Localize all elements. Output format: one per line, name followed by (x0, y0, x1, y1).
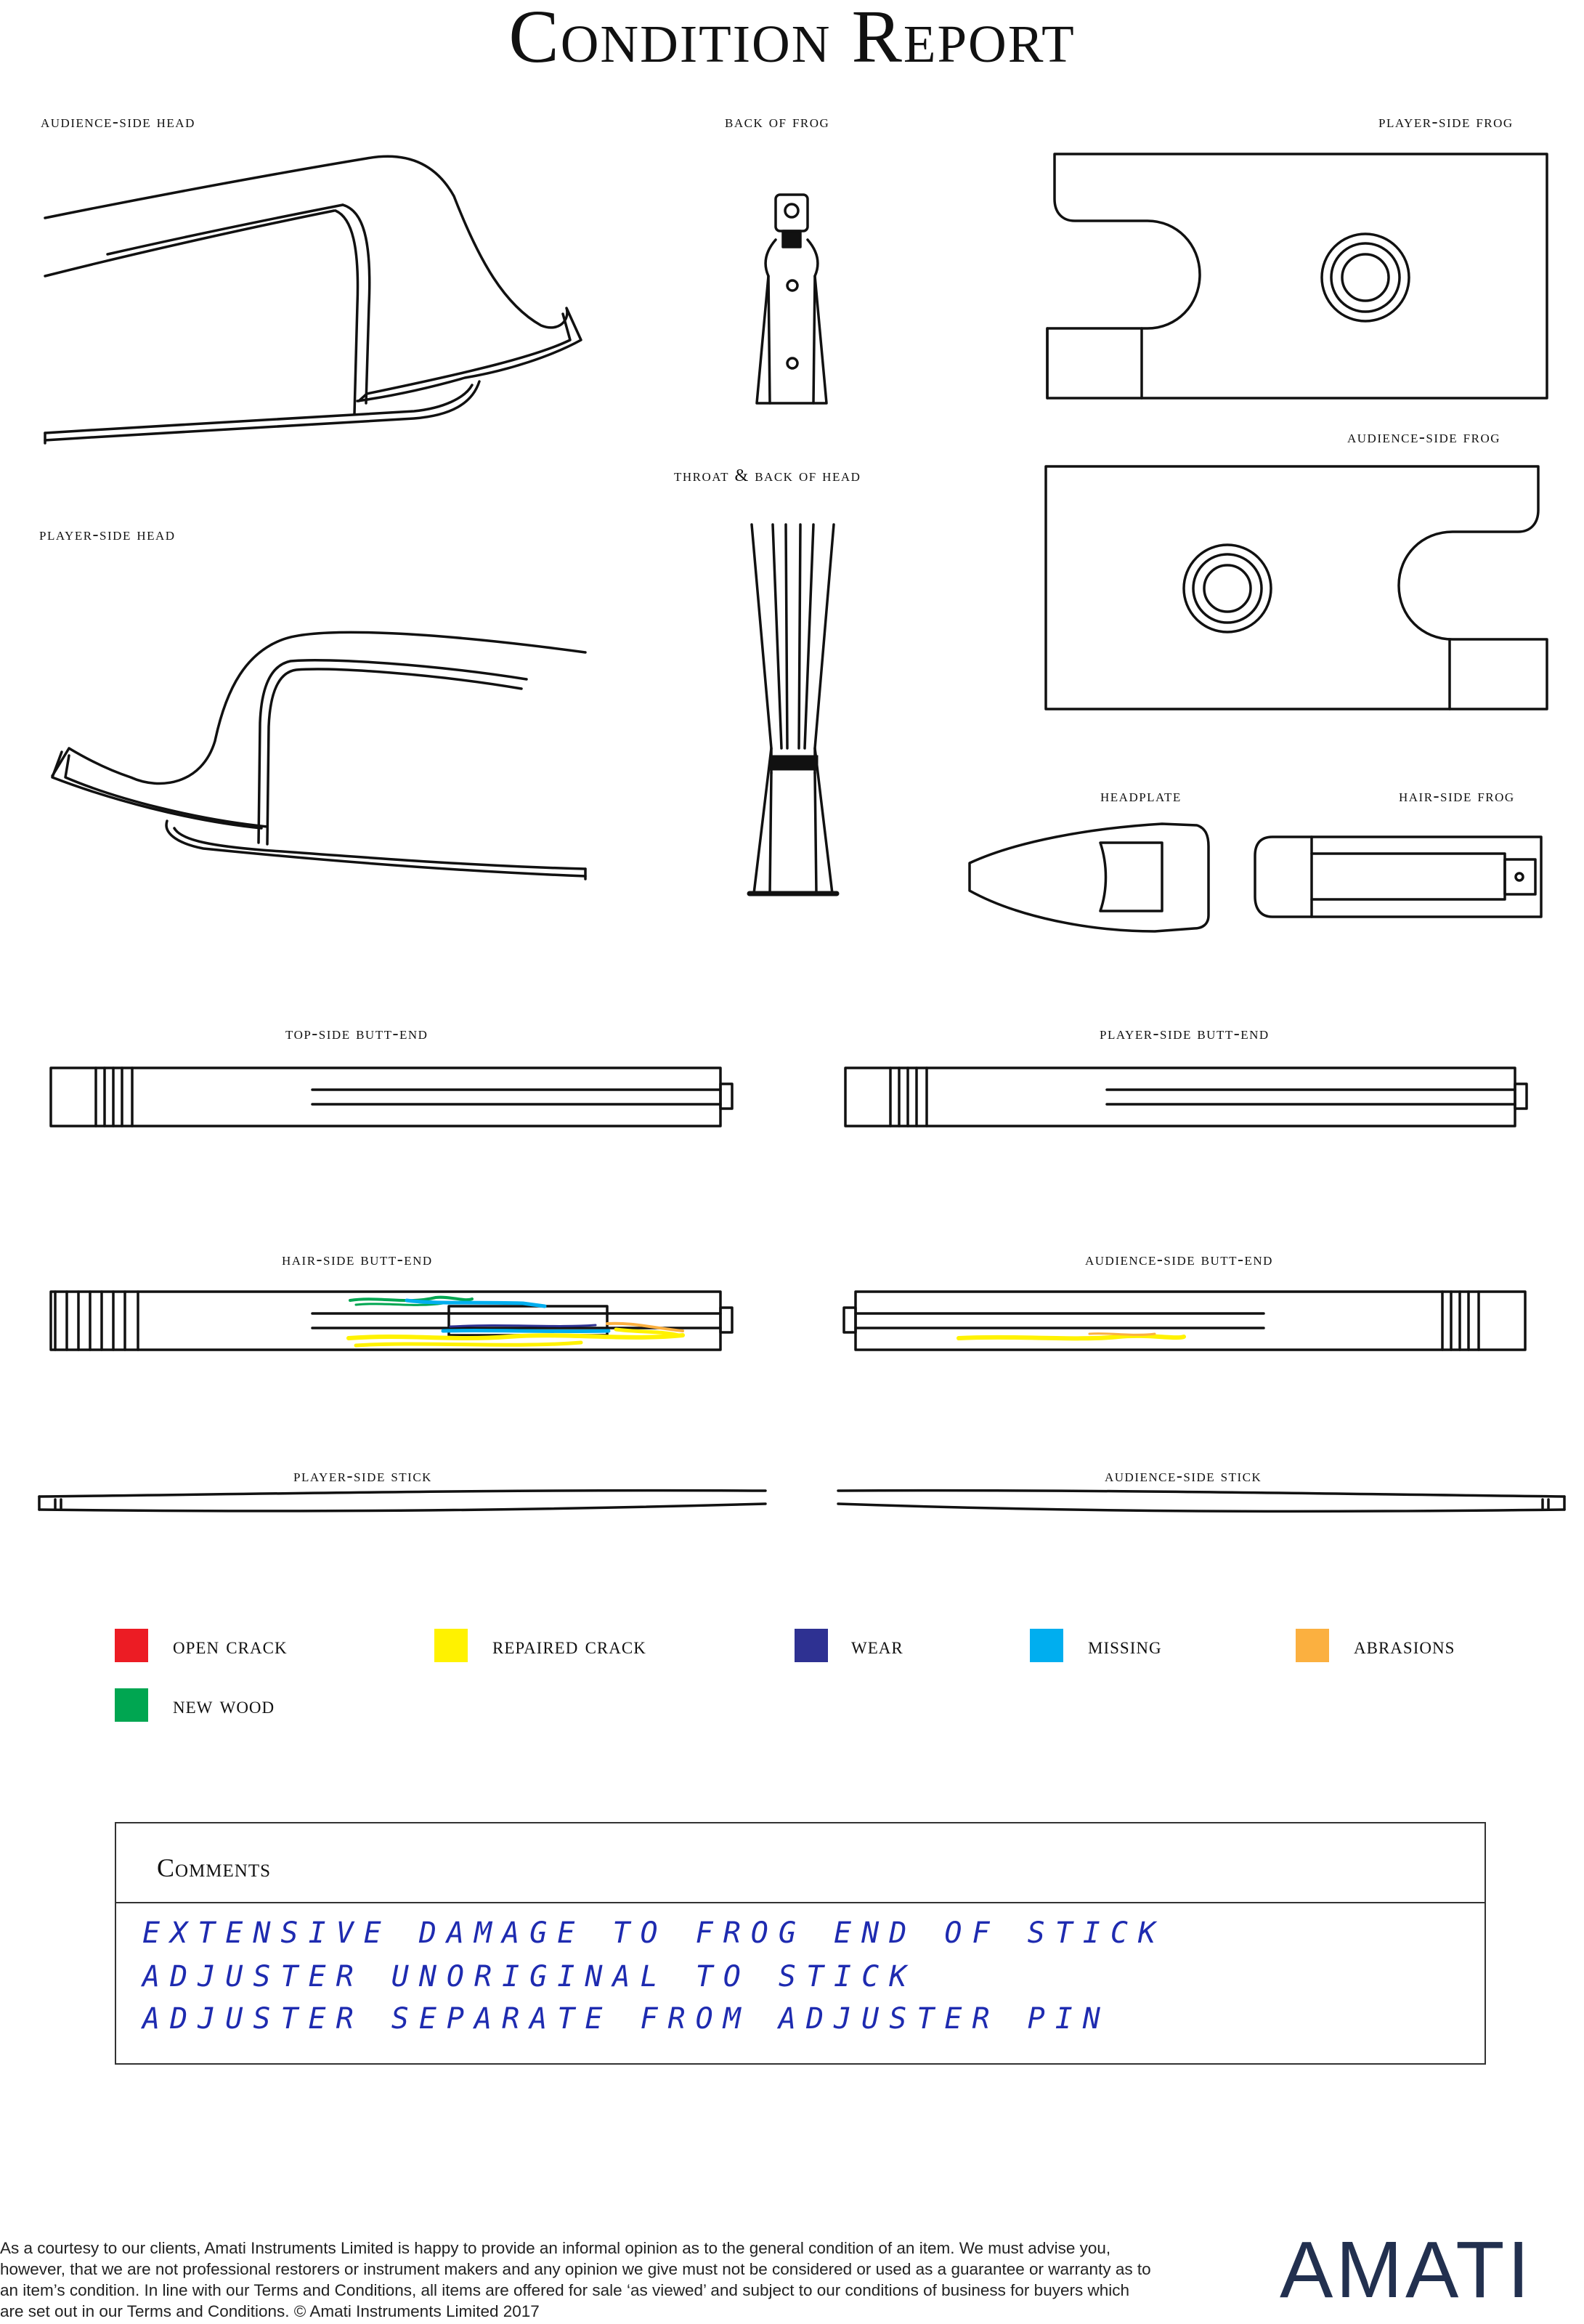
comments-box (115, 1822, 1486, 2065)
legend-label: open crack (173, 1633, 288, 1659)
legend-swatch-orange (1296, 1629, 1329, 1662)
drawing-audience-side-stick (838, 1491, 1564, 1512)
drawing-audience-side-butt-end (844, 1292, 1525, 1350)
disclaimer-text: As a courtesy to our clients, Amati Instruments Limited is happy to provide an informal opinion as to the general condition of an item. We must advise you, however, that we are not professional restorers or instrument makers and any opinion we give must not be considered or used as a guarantee or warranty as to an item’s condition. In line with our Terms and Conditions, all items are offered for sale ‘as viewed’ and subject to our conditions of business for buyers which are set out in our Terms and Conditions. © Amati Instruments Limited 2017 (0, 2239, 1151, 2320)
drawing-player-side-head (52, 632, 585, 879)
legend-swatch-yellow (434, 1629, 468, 1662)
legend-label: abrasions (1354, 1633, 1455, 1659)
label-hair-side-frog: hair-side frog (1399, 787, 1515, 806)
legend-swatch-dark-blue (795, 1629, 828, 1662)
drawing-audience-side-head (45, 156, 581, 443)
drawing-back-of-frog (757, 195, 826, 403)
legend-label: wear (851, 1633, 903, 1659)
label-hair-side-butt-end: hair-side butt-end (282, 1250, 433, 1269)
drawing-headplate (970, 824, 1209, 931)
amati-logo: AMATI (1280, 2225, 1532, 2315)
label-audience-side-frog: audience-side frog (1347, 428, 1500, 447)
label-player-side-butt-end: player-side butt-end (1100, 1024, 1270, 1043)
label-audience-side-butt-end: audience-side butt-end (1085, 1250, 1273, 1269)
drawing-player-side-frog (1047, 154, 1547, 398)
drawing-audience-side-frog (1046, 466, 1547, 709)
comments-title: Comments (157, 1853, 272, 1882)
legend-swatch-green (115, 1688, 148, 1722)
legend-swatch-cyan (1030, 1629, 1063, 1662)
label-audience-side-head: audience-side head (41, 113, 195, 131)
label-player-side-frog: player-side frog (1378, 113, 1514, 131)
drawing-player-side-stick (39, 1491, 765, 1511)
comment-line-1: EXTENSIVE DAMAGE TO FROG END OF STICK (142, 1916, 1166, 1950)
comment-line-2: ADJUSTER UNORIGINAL TO STICK (142, 1960, 917, 1993)
label-audience-side-stick: audience-side stick (1105, 1467, 1262, 1486)
drawing-throat-back-of-head (750, 525, 837, 894)
page-title: Condition Report (508, 0, 1076, 78)
legend-label: new wood (173, 1693, 275, 1719)
label-throat-back-of-head: throat & back of head (674, 466, 861, 485)
drawing-hair-side-butt-end (51, 1292, 732, 1350)
drawing-hair-side-frog (1255, 837, 1541, 917)
label-headplate: headplate (1100, 787, 1182, 806)
label-top-side-butt-end: top-side butt-end (285, 1024, 429, 1043)
legend-label: repaired crack (492, 1633, 646, 1659)
legend-swatch-red (115, 1629, 148, 1662)
comments-header (116, 1823, 1485, 1903)
drawing-top-side-butt-end (51, 1068, 732, 1126)
label-back-of-frog: back of frog (725, 113, 830, 131)
legend-label: missing (1088, 1633, 1162, 1659)
drawing-player-side-butt-end (845, 1068, 1527, 1126)
label-player-side-head: player-side head (39, 525, 176, 544)
label-player-side-stick: player-side stick (293, 1467, 432, 1486)
comment-line-3: ADJUSTER SEPARATE FROM ADJUSTER PIN (142, 2002, 1110, 2036)
